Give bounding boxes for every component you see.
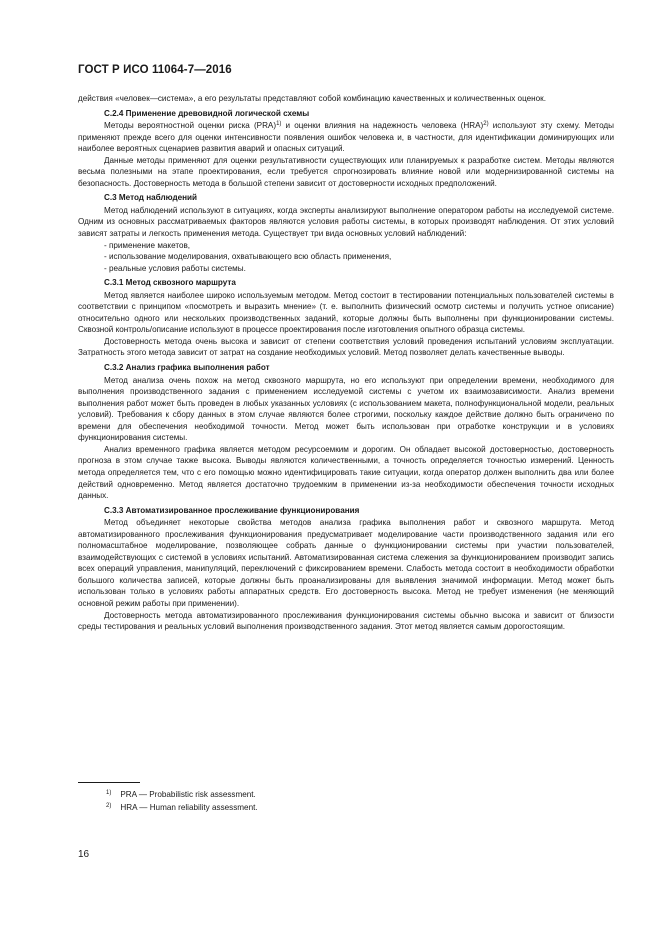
- paragraph-timeline-cost: Анализ временного графика является методом ресурсоемким и дорогим. Он обладает высокой достоверностью, достоверность прогноза в этом случае также высока. Выводы являются количественными, а точность определяется точностью измерений. Ценность метода определяется тем, что с его помощью можно идентифицировать такие ситуации, когда оператор должен выполнить два или более действий одновременно. Метод является достаточно трудоемким в применении из-за необходимости обеспечения точности исходных данных.: [78, 444, 614, 501]
- section-heading-c31: С.3.1 Метод сквозного маршрута: [104, 278, 236, 288]
- list-item: - применение макетов,: [104, 240, 191, 250]
- section-heading-c33: С.3.3 Автоматизированное прослеживание функционирования: [104, 505, 360, 515]
- footnotes: [106, 789, 258, 814]
- paragraph-observation: Метод наблюдений используют в ситуациях, когда эксперты анализируют выполнение оператором работы на исследуемой системе. Одним из основных рассматриваемых факторов являются условия работы системы, в которых производят наблюдения. От этих условий зависят затраты и легкость применения метода. Существует три вида основных условий наблюдений:: [78, 205, 614, 239]
- paragraph-automated-validity: Достоверность метода автоматизированного прослеживания функционирования системы обычно высока и зависит от близости среды тестирования и реальных условий выполнения производственного задания. Этот метод является самым дорогостоящим.: [78, 610, 614, 632]
- section-heading-c32: С.3.2 Анализ графика выполнения работ: [104, 363, 270, 373]
- paragraph-part: используют эту схему. Методы применяют прежде всего для оценки интенсивности появления ошибок человека и, в частности, для идентификации доминирующих или наиболее вероятных сценариев развития аварий и опасных ситуаций.: [78, 121, 614, 154]
- document-header: ГОСТ Р ИСО 11064-7—2016: [78, 64, 232, 76]
- paragraph-tree-methods: [78, 120, 614, 155]
- paragraph-walkthrough-validity: Достоверность метода очень высока и зависит от степени соответствия условий проведения испытаний условиям эксплуатации. Затратность этого метода зависит от затрат на создание необходимых условий. Метод позволяет делать качественные выводы.: [78, 336, 614, 358]
- paragraph-automated-tracking: Метод объединяет некоторые свойства методов анализа графика выполнения работ и сквозного маршрута. Метод автоматизированного прослеживания функционирования предусматривает моделирование части производственного задания или его полномасштабное моделирование, позволяющее собрать данные о функционировании системы при участии пользователей, взаимодействующих с системой в условиях испытаний. Автоматизированная система слежения за функционированием производит запись всех операций управления, манипуляций, переключений с фиксированием времени. Слабость метода состоит в необходимости обработки большого количества записей, которые должны быть проанализированы для выявления значимой информации. Метод может быть использован только в условиях работы аппаратных средств. Его достоверность высока. Метод не требует изменения (не меняющий основной режим работы при применении).: [78, 518, 614, 608]
- paragraph-timeline: Метод анализа очень похож на метод сквозного маршрута, но его используют при определении времени, необходимого для выполнения производственного задания с применением исследуемой системы с учетом их взаимозависимости. Анализ времени выполнения работ может быть проведен в любых указанных условиях (с использованием макета, полнофункциональной модели, реальных условий). Требования к сбору данных в этом случае являются более строгими, поскольку каждое действие должно быть ограничено по времени для обеспечения необходимой точности. Метод может быть использован при отработке конструкции и в условиях функционирования системы.: [78, 375, 614, 443]
- footnote-mark: 2): [106, 802, 112, 809]
- section-heading-c24: С.2.4 Применение древовидной логической схемы: [104, 108, 310, 118]
- paragraph-part: и оценки влияния на надежность человека (HRA): [281, 121, 484, 131]
- footnote-ref-1: 1): [276, 121, 282, 128]
- footnote-text: PRA — Probabilistic risk assessment.: [120, 790, 256, 799]
- footnote-ref-2: 2): [483, 121, 489, 128]
- paragraph-walkthrough: Метод является наиболее широко используемым методом. Метод состоит в тестировании потенциальных пользователей системы в соответствии с принципом «посмотреть и выразить мнение» (т. е. выполнить физический осмотр системы и получить устное описание) относительно одного или нескольких производственных заданий, которые должны быть выполнены при функционировании системы. Сквозной контроль/описание используют в процессе проектирования после изготовления опытного образца системы.: [78, 290, 614, 335]
- footnote-mark: 1): [106, 790, 112, 796]
- footnote-divider: [78, 782, 140, 783]
- list-item: - реальные условия работы системы.: [104, 263, 246, 273]
- page-number: 16: [78, 849, 90, 860]
- section-heading-c3: С.3 Метод наблюдений: [104, 193, 198, 203]
- footnote-2: [106, 802, 258, 815]
- paragraph-tree-usage: Данные методы применяют для оценки результативности существующих или планируемых к разработке систем. Методы являются весьма полезными на этапе проектирования, если требуется спрогнозировать влияние новой или модернизированной системы на безопасность. Достоверность метода в большой степени зависит от достоверности исходных предположений.: [78, 155, 614, 188]
- list-item: - использование моделирования, охватывающего всю область применения,: [104, 252, 392, 262]
- paragraph-continuation: действия «человек—система», а его результаты представляют собой комбинацию качественных и количественных оценок.: [78, 94, 546, 103]
- document-body: [78, 93, 614, 633]
- paragraph-part: Методы вероятностной оценки риска (PRA): [104, 121, 277, 131]
- footnote-text: HRA — Human reliability assessment.: [120, 802, 258, 812]
- footnote-1: [106, 789, 258, 802]
